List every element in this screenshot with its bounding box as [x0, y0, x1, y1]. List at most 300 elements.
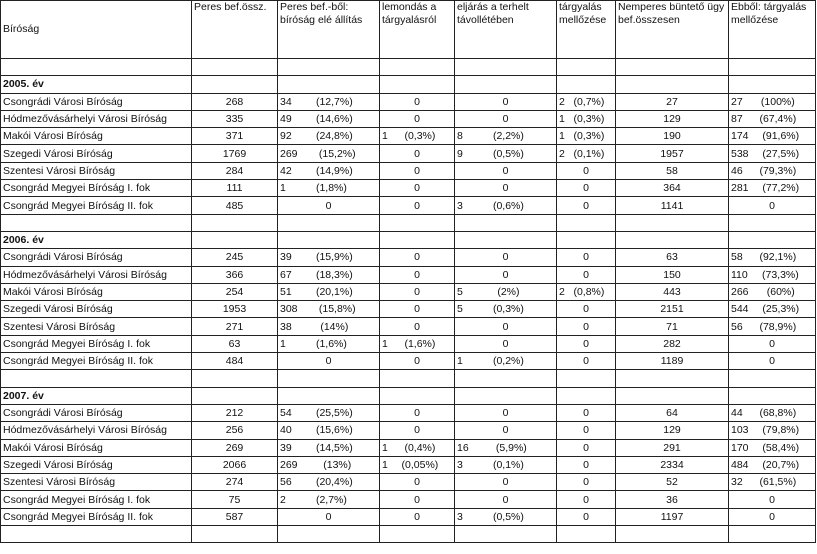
eljaras-tavolletben-cell: [455, 474, 557, 491]
ebbol-value: 0: [769, 510, 775, 523]
blank-cell: [380, 76, 455, 93]
blank-cell: [557, 76, 616, 93]
targyalas-mellozese-split: [559, 95, 613, 109]
blank-row: [1, 59, 816, 76]
ebbol-split: [731, 406, 813, 420]
eljaras-tavolletben-cell: [455, 318, 557, 335]
targyalas-mellozese-cell: [557, 93, 616, 110]
birosag-ele-allitas-count: 308: [280, 303, 298, 316]
lemondas-value: 0: [414, 199, 420, 212]
ebbol-value: 0: [769, 355, 775, 368]
peres-osszes-cell: 366: [192, 266, 278, 283]
nemperes-osszesen-cell: 282: [616, 335, 729, 352]
birosag-ele-allitas-percent: (2,7%): [315, 493, 347, 506]
targyalas-mellozese-split: [559, 199, 613, 213]
eljaras-tavolletben-value: 0: [502, 407, 509, 420]
targyalas-mellozese-split: [559, 112, 613, 126]
court-name-cell: Hódmezővásárhelyi Városi Bíróság: [1, 266, 192, 283]
birosag-ele-allitas-count: 51: [280, 286, 292, 298]
ebbol-split: [731, 164, 813, 178]
targyalas-mellozese-split: [559, 406, 613, 420]
eljaras-tavolletben-value: 0: [502, 251, 509, 264]
ebbol-count: 538: [731, 147, 749, 160]
lemondas-split: [382, 302, 452, 316]
ebbol-count: 58: [731, 251, 743, 264]
targyalas-mellozese-count: 2: [559, 95, 565, 108]
birosag-ele-allitas-cell: [278, 353, 380, 370]
ebbol-targyalas-mellozese-cell: [729, 353, 816, 370]
blank-cell: [557, 370, 616, 387]
blank-cell: [1, 526, 192, 543]
birosag-ele-allitas-cell: [278, 283, 380, 300]
birosag-ele-allitas-split: [280, 423, 377, 437]
blank-cell: [1, 59, 192, 76]
eljaras-tavolletben-split: [457, 285, 554, 299]
blank-cell: [616, 59, 729, 76]
blank-row: [1, 370, 816, 387]
nemperes-osszesen-cell: 443: [616, 283, 729, 300]
nemperes-osszesen-cell: 63: [616, 249, 729, 266]
blank-cell: [192, 526, 278, 543]
blank-cell: [455, 370, 557, 387]
birosag-ele-allitas-percent: (12,7%): [315, 95, 353, 108]
birosag-ele-allitas-cell: [278, 266, 380, 283]
birosag-ele-allitas-split: [280, 95, 377, 109]
targyalas-mellozese-percent: (0,7%): [573, 95, 605, 108]
birosag-ele-allitas-percent: (25,5%): [315, 407, 353, 420]
eljaras-tavolletben-value: 0: [502, 337, 509, 350]
ebbol-split: [731, 441, 813, 455]
birosag-ele-allitas-percent: (14,6%): [315, 113, 353, 126]
court-name-cell: Csongrádi Városi Bíróság: [1, 249, 192, 266]
blank-cell: [729, 76, 816, 93]
birosag-ele-allitas-split: [280, 493, 377, 507]
birosag-ele-allitas-count: 2: [280, 493, 286, 506]
table-row: [1, 197, 816, 214]
table-row: [1, 93, 816, 110]
targyalas-mellozese-count: 1: [559, 130, 565, 143]
lemondas-split: [382, 475, 452, 489]
targyalas-mellozese-cell: [557, 145, 616, 162]
blank-cell: [380, 231, 455, 248]
birosag-ele-allitas-cell: [278, 439, 380, 456]
eljaras-tavolletben-split: [457, 268, 554, 282]
ebbol-value: 0: [769, 337, 775, 350]
blank-cell: [729, 526, 816, 543]
table-row: [1, 456, 816, 473]
targyalas-mellozese-split: [559, 268, 613, 282]
eljaras-tavolletben-cell: [455, 110, 557, 127]
eljaras-tavolletben-count: 3: [457, 199, 463, 212]
targyalas-mellozese-split: [559, 181, 613, 195]
eljaras-tavolletben-split: [457, 510, 554, 524]
eljaras-tavolletben-split: [457, 406, 554, 420]
blank-cell: [278, 526, 380, 543]
ebbol-count: 32: [731, 476, 743, 489]
birosag-ele-allitas-percent: (18,3%): [315, 268, 353, 281]
birosag-ele-allitas-percent: (14,5%): [315, 441, 353, 454]
ebbol-targyalas-mellozese-cell: [729, 145, 816, 162]
ebbol-split: [731, 423, 813, 437]
court-name-cell: Makói Városi Bíróság: [1, 128, 192, 145]
lemondas-value: 0: [414, 113, 420, 126]
birosag-ele-allitas-split: [280, 112, 377, 126]
table-row: [1, 145, 816, 162]
ebbol-targyalas-mellozese-cell: [729, 110, 816, 127]
birosag-ele-allitas-split: [280, 475, 377, 489]
blank-cell: [616, 76, 729, 93]
ebbol-count: 46: [731, 164, 743, 177]
birosag-ele-allitas-percent: (15,8%): [318, 303, 356, 316]
lemondas-percent: (0,4%): [404, 441, 436, 454]
eljaras-tavolletben-percent: (0,5%): [492, 147, 524, 160]
nemperes-osszesen-cell: 58: [616, 162, 729, 179]
blank-cell: [278, 214, 380, 231]
lemondas-cell: [380, 456, 455, 473]
court-name-cell: Csongrád Megyei Bíróság II. fok: [1, 508, 192, 525]
blank-cell: [380, 387, 455, 404]
eljaras-tavolletben-count: 3: [457, 458, 463, 471]
lemondas-value: 0: [414, 147, 420, 160]
birosag-ele-allitas-count: 34: [280, 95, 292, 108]
year-row: [1, 76, 816, 93]
blank-cell: [1, 214, 192, 231]
ebbol-count: 544: [731, 303, 749, 316]
header-birosag-ele-allitas: Peres bef.-ből: bíróság elé állítás: [278, 1, 380, 59]
table-row: [1, 110, 816, 127]
ebbol-percent: (67,4%): [759, 113, 797, 126]
ebbol-count: 56: [731, 320, 743, 333]
blank-cell: [557, 59, 616, 76]
table-row: [1, 249, 816, 266]
blank-cell: [616, 387, 729, 404]
peres-osszes-cell: 1953: [192, 301, 278, 318]
lemondas-split: [382, 493, 452, 507]
court-name-cell: Csongrád Megyei Bíróság II. fok: [1, 353, 192, 370]
blank-cell: [557, 387, 616, 404]
ebbol-split: [731, 458, 813, 472]
table-row: [1, 128, 816, 145]
lemondas-value: 0: [414, 493, 420, 506]
lemondas-cell: [380, 474, 455, 491]
eljaras-tavolletben-cell: [455, 456, 557, 473]
birosag-ele-allitas-cell: [278, 318, 380, 335]
court-name-cell: Csongrád Megyei Bíróság I. fok: [1, 491, 192, 508]
nemperes-osszesen-cell: 2151: [616, 301, 729, 318]
header-ebbol-targyalas-mellozese: Ebből: tárgyalás mellőzése: [729, 1, 816, 59]
lemondas-value: 0: [414, 164, 420, 177]
targyalas-mellozese-value: 0: [583, 303, 589, 316]
eljaras-tavolletben-percent: (0,2%): [492, 355, 524, 368]
targyalas-mellozese-percent: (0,3%): [573, 113, 605, 126]
birosag-ele-allitas-split: [280, 337, 377, 351]
eljaras-tavolletben-split: [457, 302, 554, 316]
birosag-ele-allitas-split: [280, 250, 377, 264]
targyalas-mellozese-split: [559, 423, 613, 437]
birosag-ele-allitas-count: 42: [280, 164, 292, 177]
ebbol-targyalas-mellozese-cell: [729, 249, 816, 266]
nemperes-osszesen-cell: 71: [616, 318, 729, 335]
eljaras-tavolletben-cell: [455, 422, 557, 439]
targyalas-mellozese-split: [559, 493, 613, 507]
lemondas-cell: [380, 180, 455, 197]
eljaras-tavolletben-count: 1: [457, 355, 463, 368]
nemperes-osszesen-cell: 1189: [616, 353, 729, 370]
targyalas-mellozese-cell: [557, 128, 616, 145]
birosag-ele-allitas-split: [280, 147, 377, 161]
ebbol-split: [731, 475, 813, 489]
targyalas-mellozese-value: 0: [583, 251, 589, 264]
targyalas-mellozese-split: [559, 250, 613, 264]
eljaras-tavolletben-cell: [455, 249, 557, 266]
targyalas-mellozese-cell: [557, 422, 616, 439]
eljaras-tavolletben-cell: [455, 162, 557, 179]
eljaras-tavolletben-cell: [455, 508, 557, 525]
birosag-ele-allitas-count: 269: [280, 147, 298, 160]
lemondas-split: [382, 164, 452, 178]
birosag-ele-allitas-percent: (20,1%): [315, 286, 353, 298]
ebbol-percent: (91,6%): [762, 130, 800, 143]
birosag-ele-allitas-cell: [278, 249, 380, 266]
birosag-ele-allitas-cell: [278, 335, 380, 352]
ebbol-targyalas-mellozese-cell: [729, 301, 816, 318]
peres-osszes-cell: 284: [192, 162, 278, 179]
ebbol-split: [731, 147, 813, 161]
lemondas-value: 0: [414, 95, 420, 108]
lemondas-split: [382, 285, 452, 299]
targyalas-mellozese-percent: (0,3%): [573, 130, 605, 143]
blank-cell: [616, 526, 729, 543]
court-name-cell: Csongrád Megyei Bíróság II. fok: [1, 197, 192, 214]
birosag-ele-allitas-split: [280, 458, 377, 472]
eljaras-tavolletben-value: 0: [502, 95, 509, 108]
table-row: [1, 301, 816, 318]
eljaras-tavolletben-percent: (5,9%): [495, 441, 527, 454]
blank-cell: [278, 231, 380, 248]
targyalas-mellozese-percent: (0,8%): [573, 286, 605, 298]
ebbol-split: [731, 337, 813, 351]
targyalas-mellozese-count: 2: [559, 286, 565, 298]
ebbol-targyalas-mellozese-cell: [729, 318, 816, 335]
ebbol-count: 27: [731, 95, 743, 108]
birosag-ele-allitas-cell: [278, 197, 380, 214]
birosag-ele-allitas-split: [280, 268, 377, 282]
targyalas-mellozese-value: 0: [583, 441, 589, 454]
blank-row: [1, 214, 816, 231]
birosag-ele-allitas-split: [280, 164, 377, 178]
lemondas-split: [382, 268, 452, 282]
blank-cell: [729, 231, 816, 248]
birosag-ele-allitas-percent: (15,9%): [315, 251, 353, 264]
lemondas-split: [382, 112, 452, 126]
birosag-ele-allitas-count: 56: [280, 476, 292, 489]
table-row: [1, 491, 816, 508]
birosag-ele-allitas-split: [280, 320, 377, 334]
eljaras-tavolletben-cell: [455, 491, 557, 508]
nemperes-osszesen-cell: 64: [616, 404, 729, 421]
lemondas-count: 1: [382, 337, 388, 350]
lemondas-split: [382, 181, 452, 195]
ebbol-count: 103: [731, 424, 749, 437]
birosag-ele-allitas-count: 92: [280, 130, 292, 143]
eljaras-tavolletben-split: [457, 354, 554, 368]
targyalas-mellozese-cell: [557, 508, 616, 525]
lemondas-count: 1: [382, 458, 388, 471]
eljaras-tavolletben-cell: [455, 180, 557, 197]
peres-osszes-cell: 484: [192, 353, 278, 370]
birosag-ele-allitas-split: [280, 285, 377, 299]
ebbol-percent: (100%): [760, 95, 795, 108]
eljaras-tavolletben-split: [457, 129, 554, 143]
ebbol-targyalas-mellozese-cell: [729, 335, 816, 352]
ebbol-percent: (60%): [766, 286, 795, 298]
ebbol-targyalas-mellozese-cell: [729, 93, 816, 110]
blank-cell: [455, 231, 557, 248]
birosag-ele-allitas-split: [280, 302, 377, 316]
eljaras-tavolletben-split: [457, 458, 554, 472]
birosag-ele-allitas-split: [280, 406, 377, 420]
eljaras-tavolletben-split: [457, 475, 554, 489]
eljaras-tavolletben-cell: [455, 353, 557, 370]
birosag-ele-allitas-split: [280, 181, 377, 195]
table-row: [1, 318, 816, 335]
header-court: Bíróság: [1, 1, 192, 59]
lemondas-cell: [380, 439, 455, 456]
targyalas-mellozese-value: 0: [583, 458, 589, 471]
year-row: [1, 387, 816, 404]
targyalas-mellozese-split: [559, 354, 613, 368]
ebbol-value: 0: [769, 199, 775, 212]
table-row: [1, 283, 816, 300]
eljaras-tavolletben-split: [457, 147, 554, 161]
lemondas-cell: [380, 93, 455, 110]
lemondas-split: [382, 129, 452, 143]
eljaras-tavolletben-count: 3: [457, 510, 463, 523]
blank-cell: [192, 387, 278, 404]
birosag-ele-allitas-cell: [278, 474, 380, 491]
eljaras-tavolletben-cell: [455, 335, 557, 352]
eljaras-tavolletben-value: 0: [502, 476, 509, 489]
blank-cell: [278, 59, 380, 76]
nemperes-osszesen-cell: 36: [616, 491, 729, 508]
lemondas-cell: [380, 283, 455, 300]
targyalas-mellozese-split: [559, 147, 613, 161]
blank-cell: [380, 370, 455, 387]
birosag-ele-allitas-count: 1: [280, 337, 286, 350]
ebbol-targyalas-mellozese-cell: [729, 266, 816, 283]
table-row: [1, 508, 816, 525]
nemperes-osszesen-cell: 1957: [616, 145, 729, 162]
targyalas-mellozese-value: 0: [583, 182, 589, 195]
ebbol-split: [731, 112, 813, 126]
ebbol-count: 174: [731, 130, 749, 143]
birosag-ele-allitas-cell: [278, 456, 380, 473]
birosag-ele-allitas-percent: (24,8%): [315, 130, 353, 143]
blank-cell: [455, 76, 557, 93]
blank-cell: [729, 387, 816, 404]
ebbol-split: [731, 285, 813, 299]
nemperes-osszesen-cell: 150: [616, 266, 729, 283]
targyalas-mellozese-cell: [557, 318, 616, 335]
ebbol-percent: (79,8%): [762, 424, 800, 437]
peres-osszes-cell: 371: [192, 128, 278, 145]
targyalas-mellozese-cell: [557, 301, 616, 318]
eljaras-tavolletben-split: [457, 112, 554, 126]
peres-osszes-cell: 268: [192, 93, 278, 110]
nemperes-osszesen-cell: 364: [616, 180, 729, 197]
ebbol-targyalas-mellozese-cell: [729, 422, 816, 439]
lemondas-cell: [380, 301, 455, 318]
ebbol-split: [731, 181, 813, 195]
ebbol-split: [731, 354, 813, 368]
eljaras-tavolletben-split: [457, 441, 554, 455]
blank-cell: [616, 214, 729, 231]
targyalas-mellozese-value: 0: [583, 199, 589, 212]
blank-cell: [729, 214, 816, 231]
ebbol-count: 44: [731, 407, 743, 420]
blank-cell: [455, 214, 557, 231]
nemperes-osszesen-cell: 27: [616, 93, 729, 110]
blank-cell: [557, 231, 616, 248]
eljaras-tavolletben-cell: [455, 145, 557, 162]
year-row: [1, 231, 816, 248]
eljaras-tavolletben-count: 5: [457, 286, 463, 298]
targyalas-mellozese-split: [559, 337, 613, 351]
eljaras-tavolletben-percent: (0,1%): [492, 458, 524, 471]
birosag-ele-allitas-count: 269: [280, 458, 298, 471]
blank-cell: [192, 370, 278, 387]
table-row: [1, 162, 816, 179]
lemondas-value: 0: [414, 320, 420, 333]
lemondas-split: [382, 406, 452, 420]
targyalas-mellozese-value: 0: [583, 476, 589, 489]
targyalas-mellozese-split: [559, 458, 613, 472]
ebbol-percent: (20,7%): [762, 458, 800, 471]
header-eljaras-tavolletben: eljárás a terhelt távollétében: [455, 1, 557, 59]
year-label: 2007. év: [1, 387, 192, 404]
lemondas-cell: [380, 422, 455, 439]
birosag-ele-allitas-value: 0: [325, 355, 332, 368]
ebbol-split: [731, 199, 813, 213]
targyalas-mellozese-value: 0: [583, 493, 589, 506]
year-label: 2005. év: [1, 76, 192, 93]
eljaras-tavolletben-value: 0: [502, 268, 509, 281]
birosag-ele-allitas-split: [280, 199, 377, 213]
ebbol-percent: (79,3%): [759, 164, 797, 177]
ebbol-percent: (61,5%): [759, 476, 797, 489]
birosag-ele-allitas-count: 49: [280, 113, 292, 126]
blank-cell: [616, 370, 729, 387]
peres-osszes-cell: 75: [192, 491, 278, 508]
birosag-ele-allitas-cell: [278, 422, 380, 439]
birosag-ele-allitas-cell: [278, 128, 380, 145]
birosag-ele-allitas-count: 54: [280, 407, 292, 420]
table-row: [1, 353, 816, 370]
nemperes-osszesen-cell: 291: [616, 439, 729, 456]
birosag-ele-allitas-percent: (14,9%): [315, 164, 353, 177]
blank-cell: [616, 231, 729, 248]
eljaras-tavolletben-split: [457, 181, 554, 195]
targyalas-mellozese-split: [559, 164, 613, 178]
court-name-cell: Szegedi Városi Bíróság: [1, 456, 192, 473]
eljaras-tavolletben-percent: (2%): [497, 286, 520, 298]
lemondas-cell: [380, 110, 455, 127]
birosag-ele-allitas-cell: [278, 162, 380, 179]
blank-row: [1, 526, 816, 543]
lemondas-split: [382, 510, 452, 524]
nemperes-osszesen-cell: 129: [616, 110, 729, 127]
targyalas-mellozese-split: [559, 475, 613, 489]
